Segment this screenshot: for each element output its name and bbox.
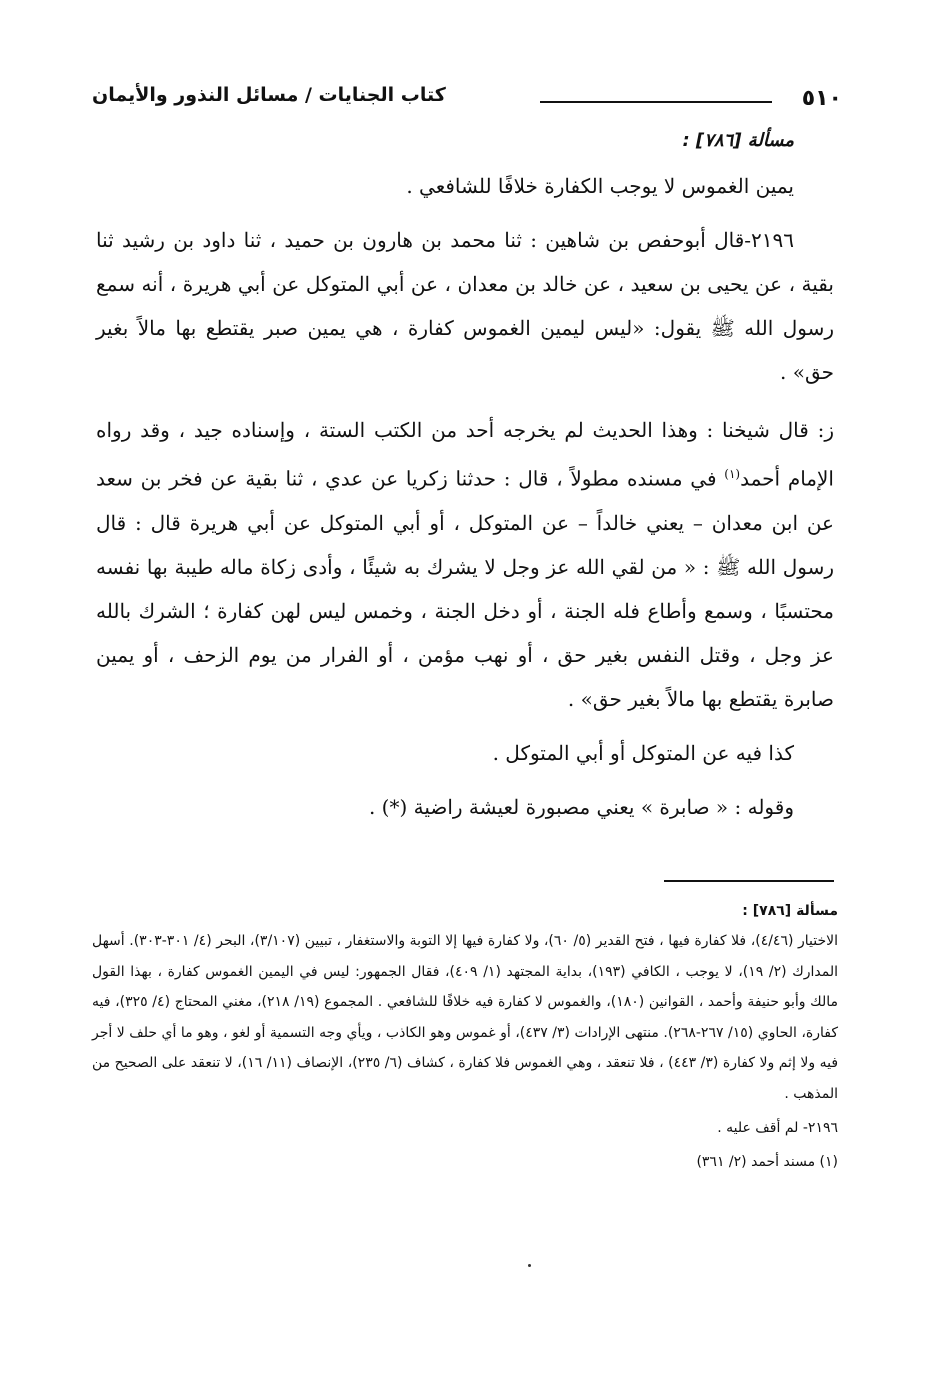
footnote-heading: مسألة [٧٨٦] : bbox=[742, 903, 838, 919]
note-line: كذا فيه عن المتوكل أو أبي المتوكل . bbox=[492, 740, 794, 765]
running-title: كتاب الجنايات / مسائل النذور والأيمان bbox=[92, 84, 446, 106]
main-text bbox=[96, 130, 834, 829]
commentary-part-b: في مسنده مطولاً ، قال : حدثنا زكريا عن عدي ، ثنا بقية عن فخر بن سعد عن ابن معدان – يعني خالداً – عن المتوكل ، أو أبي المتوكل عن أبي هريرة قال : قال رسول الله ﷺ : « من لقي الله عز وجل لا يشرك به شيئًا ، وأدى زكاة ماله طيبة بها نفسه محتسبًا ، وسمع وأطاع فله الجنة ، أو دخل الجنة ، وخمس ليس لهن كفارة ؛ الشرك بالله عز وجل ، وقتل النفس بغير حق ، أو نهب مؤمن ، أو الفرار من يوم الزحف ، أو يمين صابرة يقتطع بها مالاً بغير حق» . bbox=[96, 466, 834, 711]
page-number: ٥١٠ bbox=[801, 86, 842, 111]
commentary-part-a: ز: قال شيخنا : وهذا الحديث لم يخرجه أحد من الكتب الستة ، وإسناده جيد ، وقد رواه الإمام أحمد bbox=[96, 418, 834, 491]
header-rule bbox=[540, 101, 772, 103]
hadith-2196: ٢١٩٦-قال أبوحفص بن شاهين : ثنا محمد بن هارون بن حميد ، ثنا داود بن رشيد ثنا بقية ، عن يحيى بن سعيد ، عن خالد بن معدان ، عن أبي المتوكل عن أبي هريرة ، أنه سمع رسول الله ﷺ يقول: «ليس ليمين الغموس كفارة ، هي يمين صبر يقتطع بها مالاً بغير حق» . bbox=[96, 228, 834, 384]
footnote-2196: ٢١٩٦- لم أقف عليه . bbox=[717, 1120, 838, 1136]
footnote-separator bbox=[664, 880, 834, 882]
issue-label: مسألة [٧٨٦] : bbox=[682, 130, 794, 151]
page-header bbox=[92, 84, 842, 120]
footnotes bbox=[92, 896, 838, 1177]
footnote-1: (١) مسند أحمد (٢/ ٣٦١) bbox=[696, 1154, 838, 1170]
commentary-paragraph bbox=[96, 408, 834, 721]
print-speck bbox=[528, 1264, 531, 1267]
footnote-ref: (١) bbox=[724, 467, 741, 481]
issue-statement: يمين الغموس لا يوجب الكفارة خلافًا للشافعي . bbox=[406, 174, 794, 198]
footnote-references: الاختيار (٤/٤٦)، فلا كفارة فيها ، فتح القدير (٥/ ٦٠)، ولا كفارة فيها إلا التوبة والاستغفار ، تبيين (٣/١٠٧)، البحر (٤/ ٣٠١-٣٠٣). أسهل المدارك (٢/ ١٩)، لا يوجب ، الكافي (١٩٣)، بداية المجتهد (١/ ٤٠٩)، فقال الجمهور: ليس في اليمين الغموس كفارة ، بهذا القول مالك وأبو حنيفة وأحمد ، القوانين (١٨٠)، والغموس لا كفارة فيه خلافًا للشافعي . المجموع (١٩/ ٢١٨)، مغني المحتاج (٤/ ٣٢٥)، فيه كفارة، الحاوي (١٥/ ٢٦٧-٢٦٨). منتهى الإرادات (٣/ ٤٣٧)، أو غموس وهو الكاذب ، ويأي وجه التسمية أو لغو ، وهو ما أي حلف لا أجر فيه ولا إثم ولا كفارة (٣/ ٤٤٣) ، فلا تنعقد ، وهي الغموس فلا كفارة ، كشاف (٦/ ٢٣٥)، الإنصاف (١١/ ١٦)، لا تنعقد على الصحيح من المذهب . bbox=[92, 933, 839, 1102]
saying-line: وقوله : « صابرة » يعني مصبورة لعيشة راضية (*) . bbox=[368, 794, 794, 819]
